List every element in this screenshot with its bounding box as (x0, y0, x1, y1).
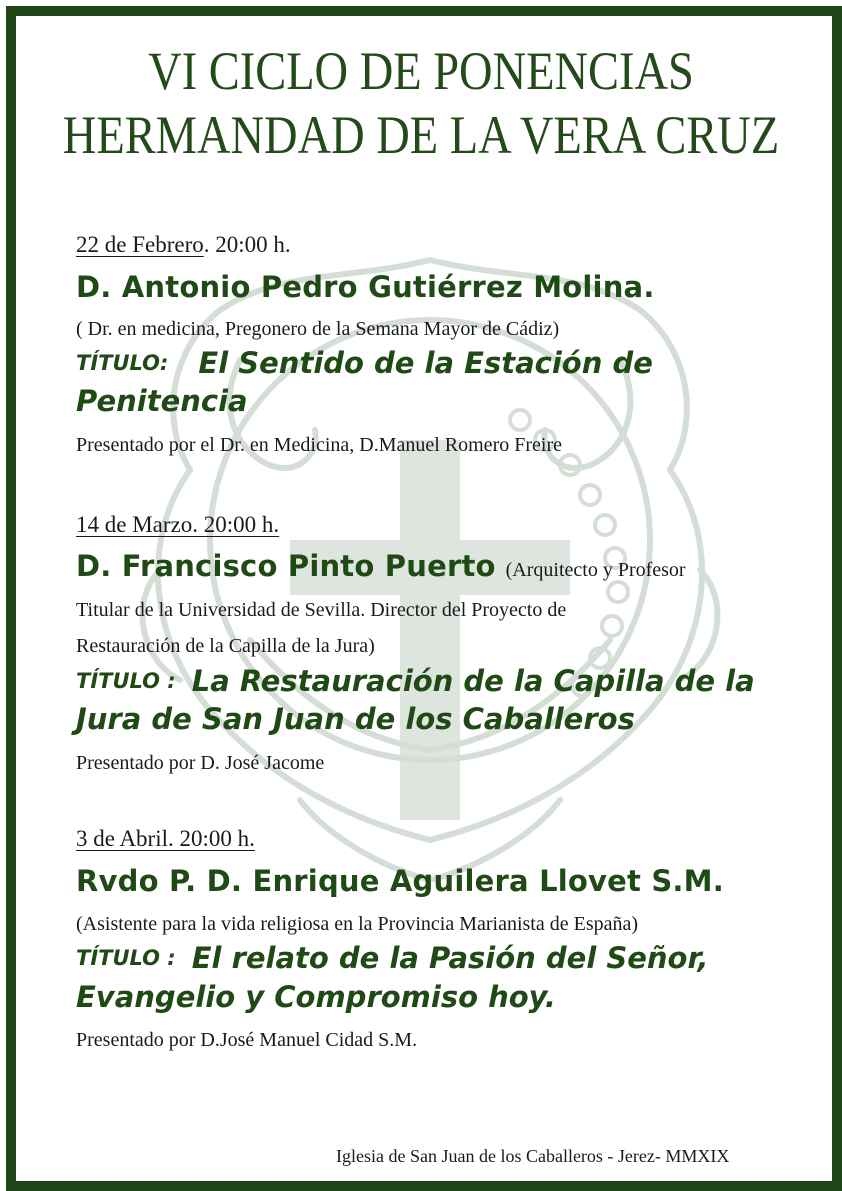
talk-1-presenter: Presentado por el Dr. en Medicina, D.Manuel Romero Freire (76, 434, 562, 456)
poster-title-line2: HERMANDAD DE LA VERA CRUZ (62, 105, 780, 165)
talk-3-date: 3 de Abril. 20:00 h. (76, 826, 255, 851)
talk-3-presenter: Presentado por D.José Manuel Cidad S.M. (76, 1029, 418, 1051)
title-label: TÍTULO : (76, 946, 176, 970)
talk-1-date: 22 de Febrero. 20:00 h. (76, 232, 291, 257)
talk-2-description-line3: Restauración de la Capilla de la Jura) (76, 635, 375, 657)
title-label: TÍTULO: (76, 351, 169, 375)
footer-location: Iglesia de San Juan de los Caballeros - Jerez- MMXIX (336, 1146, 730, 1166)
talk-2-speaker: D. Francisco Pinto Puerto (76, 549, 496, 583)
talk-3-speaker: Rvdo P. D. Enrique Aguilera Llovet S.M. (76, 864, 724, 898)
talk-1-speaker: D. Antonio Pedro Gutiérrez Molina. (76, 270, 655, 304)
talk-3-title-line2: Evangelio y Compromiso hoy. (76, 980, 556, 1014)
talk-2-speaker-line (76, 549, 686, 583)
talk-2-description-line1: (Arquitecto y Profesor (505, 559, 686, 581)
talk-2-presenter: Presentado por D. José Jacome (76, 752, 325, 774)
talk-1-description: ( Dr. en medicina, Pregonero de la Semana Mayor de Cádiz) (76, 318, 560, 340)
poster-title-line1: VI CICLO DE PONENCIAS (148, 41, 694, 101)
talk-1-title-line1 (76, 346, 736, 380)
talk-2-title-line1 (76, 664, 755, 698)
talk-1-title-line2: Penitencia (76, 384, 248, 418)
talk-2-date: 14 de Marzo. 20:00 h. (76, 512, 280, 537)
talk-2-title-text: La Restauración de la Capilla de la (191, 664, 755, 698)
talk-1-title-text: El Sentido de la Estación de (198, 346, 653, 380)
title-label: TÍTULO : (76, 669, 176, 693)
talk-3-title-line1 (76, 941, 709, 975)
talk-2-title-line2: Jura de San Juan de los Caballeros (76, 702, 635, 736)
talk-3-description: (Asistente para la vida religiosa en la Provincia Marianista de España) (76, 913, 639, 935)
talk-2-description-line2: Titular de la Universidad de Sevilla. Director del Proyecto de (76, 599, 567, 621)
talk-3-title-text: El relato de la Pasión del Señor, (191, 941, 709, 975)
